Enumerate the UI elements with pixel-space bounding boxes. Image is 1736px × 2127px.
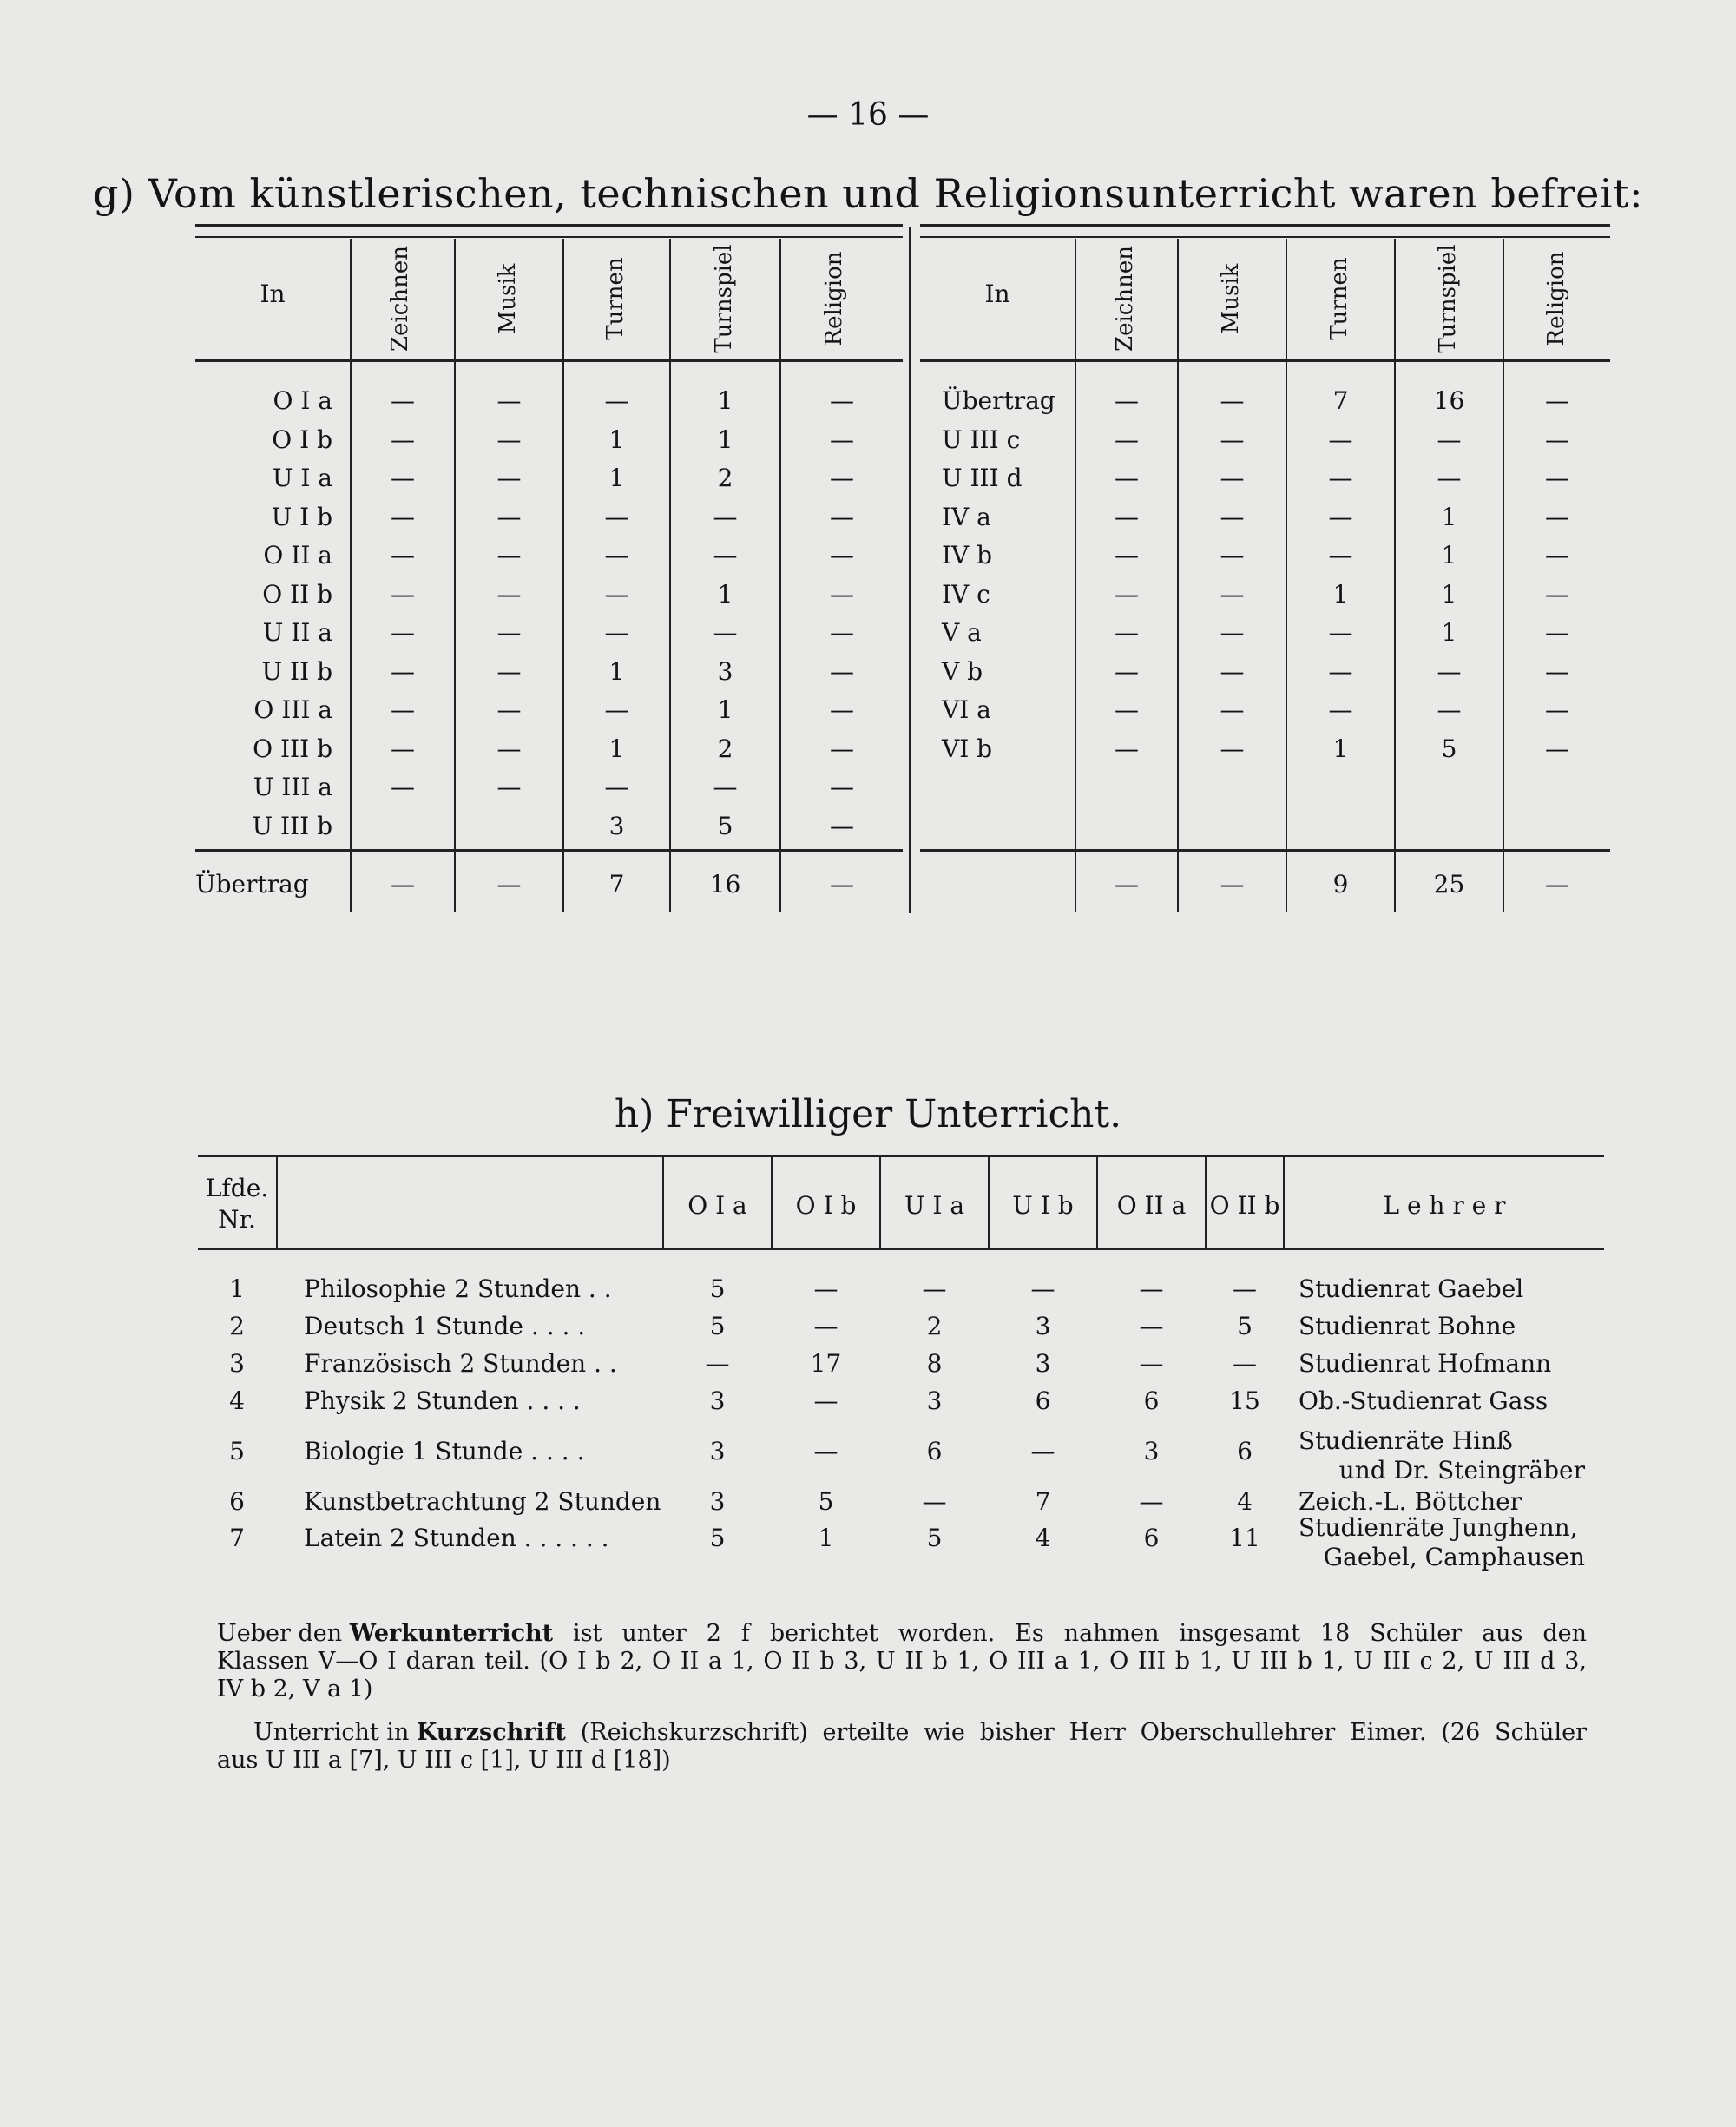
row-uia-count: 2 xyxy=(926,1312,943,1340)
left-row-class-label: U II a xyxy=(262,618,332,647)
left-row-class-label: U II b xyxy=(261,656,332,686)
row-oib-count: 17 xyxy=(810,1349,842,1378)
werk-note-line1 xyxy=(217,1620,1587,1647)
table-g-top-rule-right xyxy=(920,224,1610,227)
left-row-turnspiel-value: — xyxy=(713,773,738,801)
right-row-class-label: V a xyxy=(942,618,982,647)
row-number: 2 xyxy=(229,1312,245,1340)
kurz-note-line2: aus U III a [7], U III c [1], U III d [18]) xyxy=(217,1747,671,1774)
row-number: 3 xyxy=(229,1349,245,1378)
row-oia-count: 5 xyxy=(709,1524,726,1552)
header-religion: Religion xyxy=(821,251,847,346)
left-row-turnspiel-value: 2 xyxy=(717,734,733,763)
left-row-religion-value: — xyxy=(830,618,854,647)
table-g-col-divider xyxy=(1075,239,1076,912)
left-row-zeichnen-value: — xyxy=(391,656,415,686)
row-oib-count: — xyxy=(813,1274,838,1303)
right-row-musik-value: — xyxy=(1220,425,1245,454)
right-row-class-label: U III d xyxy=(942,464,1023,492)
left-row-class-label: O III b xyxy=(253,734,332,763)
right-row-musik-value: — xyxy=(1220,579,1245,609)
left-row-turnen-value: — xyxy=(604,695,629,724)
right-row-religion-value: — xyxy=(1545,541,1569,570)
werk-note-keyword: Werkunterricht xyxy=(349,1620,554,1647)
left-row-religion-value: — xyxy=(830,773,854,801)
right-row-religion-value: — xyxy=(1545,425,1569,454)
left-row-turnen-value: — xyxy=(604,579,629,609)
left-total-zeichnen: — xyxy=(391,870,415,899)
row-subject: Physik 2 Stunden . . . . xyxy=(304,1386,581,1415)
left-row-class-label: O II b xyxy=(262,579,332,609)
header-oia: O I a xyxy=(687,1191,747,1220)
right-row-turnspiel-value: — xyxy=(1437,656,1462,686)
right-row-turnen-value: — xyxy=(1328,541,1353,570)
table-g-sum-rule-right xyxy=(920,849,1610,852)
right-row-zeichnen-value: — xyxy=(1115,695,1139,724)
left-row-zeichnen-value: — xyxy=(391,734,415,763)
row-uib-count: — xyxy=(1030,1437,1055,1465)
right-row-religion-value: — xyxy=(1545,695,1569,724)
section-g-title: g) Vom künstlerischen, technischen und Religionsunterricht waren befreit: xyxy=(93,170,1643,217)
right-row-zeichnen-value: — xyxy=(1115,464,1139,492)
header-turnen: Turnen xyxy=(1326,257,1352,340)
row-subject: Kunstbetrachtung 2 Stunden xyxy=(304,1487,661,1516)
row-oia-count: 3 xyxy=(709,1437,726,1465)
right-row-turnspiel-value: — xyxy=(1437,425,1462,454)
right-row-religion-value: — xyxy=(1545,656,1569,686)
table-g-header-rule-left xyxy=(195,359,903,362)
left-row-musik-value: — xyxy=(496,502,522,531)
right-row-class-label: IV c xyxy=(942,579,990,609)
row-teacher: Studienrat Bohne xyxy=(1299,1312,1516,1340)
right-row-religion-value: — xyxy=(1545,734,1569,763)
right-row-class-label: VI b xyxy=(942,734,993,763)
left-row-turnspiel-value: 1 xyxy=(717,386,733,415)
header-zeichnen: Zeichnen xyxy=(1112,246,1138,352)
left-row-turnen-value: — xyxy=(604,502,629,531)
left-row-turnen-value: 1 xyxy=(608,425,625,454)
left-total-label: Übertrag xyxy=(195,870,309,899)
right-row-turnspiel-value: 1 xyxy=(1441,502,1457,531)
row-teacher: Ob.-Studienrat Gass xyxy=(1299,1386,1549,1415)
row-teacher: Zeich.-L. Böttcher xyxy=(1299,1487,1522,1516)
right-row-zeichnen-value: — xyxy=(1115,579,1139,609)
left-row-religion-value: — xyxy=(830,734,854,763)
right-row-class-label: IV b xyxy=(942,541,993,570)
left-total-religion: — xyxy=(830,870,854,899)
left-row-turnen-value: 1 xyxy=(608,464,625,492)
left-row-musik-value: — xyxy=(496,541,522,570)
row-oiia-count: — xyxy=(1139,1349,1164,1378)
table-g-sum-rule-left xyxy=(195,849,903,852)
right-row-zeichnen-value: — xyxy=(1115,425,1139,454)
right-row-turnen-value: — xyxy=(1328,656,1353,686)
row-uib-count: 3 xyxy=(1035,1312,1051,1340)
right-row-class-label: VI a xyxy=(942,695,991,724)
row-uib-count: 3 xyxy=(1035,1349,1051,1378)
row-uia-count: 6 xyxy=(926,1437,943,1465)
werk-note-prefix: Ueber den xyxy=(217,1620,350,1647)
left-row-zeichnen-value: — xyxy=(391,541,415,570)
right-row-turnen-value: — xyxy=(1328,502,1353,531)
row-oib-count: — xyxy=(813,1386,838,1415)
page-number: — 16 — xyxy=(806,97,930,133)
left-row-musik-value: — xyxy=(496,695,522,724)
left-row-class-label: U I a xyxy=(272,464,332,492)
left-row-musik-value: — xyxy=(496,579,522,609)
right-row-musik-value: — xyxy=(1220,386,1245,415)
header-in: In xyxy=(984,280,1010,308)
left-row-turnen-value: — xyxy=(604,773,629,801)
row-oia-count: — xyxy=(705,1349,730,1378)
left-row-religion-value: — xyxy=(830,541,854,570)
header-oiib: O II b xyxy=(1209,1191,1280,1220)
left-row-zeichnen-value: — xyxy=(391,464,415,492)
row-teacher-line2: und Dr. Steingräber xyxy=(1338,1456,1585,1485)
right-row-musik-value: — xyxy=(1220,695,1245,724)
row-oiia-count: 3 xyxy=(1143,1437,1160,1465)
left-row-turnspiel-value: 1 xyxy=(717,695,733,724)
row-uia-count: — xyxy=(922,1274,947,1303)
table-h-header-rule xyxy=(198,1248,1604,1250)
row-number: 1 xyxy=(229,1274,245,1303)
row-oiia-count: 6 xyxy=(1143,1386,1160,1415)
right-row-zeichnen-value: — xyxy=(1115,618,1139,647)
row-teacher: Studienrat Gaebel xyxy=(1299,1274,1524,1303)
left-total-turnspiel: 16 xyxy=(709,870,741,899)
table-h-col-divider xyxy=(276,1157,278,1248)
row-subject: Latein 2 Stunden . . . . . . xyxy=(304,1524,609,1552)
row-oiib-count: 5 xyxy=(1237,1312,1253,1340)
right-row-turnspiel-value: — xyxy=(1437,464,1462,492)
row-uia-count: — xyxy=(922,1487,947,1516)
right-row-religion-value: — xyxy=(1545,464,1569,492)
table-g-col-divider xyxy=(350,239,352,912)
left-row-musik-value: — xyxy=(496,618,522,647)
left-row-religion-value: — xyxy=(830,579,854,609)
right-row-musik-value: — xyxy=(1220,502,1245,531)
table-g-col-divider xyxy=(1177,239,1179,912)
right-row-turnen-value: 7 xyxy=(1332,386,1349,415)
row-oiia-count: 6 xyxy=(1143,1524,1160,1552)
right-row-religion-value: — xyxy=(1545,618,1569,647)
row-uib-count: — xyxy=(1030,1274,1055,1303)
right-row-class-label: U III c xyxy=(942,425,1021,454)
header-in: In xyxy=(260,280,286,308)
table-g-top-rule2-left xyxy=(195,236,903,238)
row-oib-count: 5 xyxy=(818,1487,834,1516)
row-oiia-count: — xyxy=(1139,1487,1164,1516)
row-number: 4 xyxy=(229,1386,245,1415)
left-row-class-label: O II a xyxy=(263,541,332,570)
right-row-zeichnen-value: — xyxy=(1115,734,1139,763)
left-total-musik: — xyxy=(496,870,522,899)
row-oiib-count: — xyxy=(1233,1274,1257,1303)
row-oia-count: 3 xyxy=(709,1487,726,1516)
left-row-religion-value: — xyxy=(830,464,854,492)
header-religion: Religion xyxy=(1543,251,1569,346)
werk-note-rest: ist unter 2 f berichtet worden. Es nahmen insgesamt 18 Schüler aus den xyxy=(553,1620,1587,1647)
row-uib-count: 4 xyxy=(1035,1524,1051,1552)
right-row-musik-value: — xyxy=(1220,618,1245,647)
right-row-zeichnen-value: — xyxy=(1115,386,1139,415)
left-row-turnen-value: 1 xyxy=(608,656,625,686)
right-total-zeichnen: — xyxy=(1115,870,1139,899)
left-row-religion-value: — xyxy=(830,695,854,724)
header-oib: O I b xyxy=(795,1191,857,1220)
left-row-musik-value: — xyxy=(496,734,522,763)
table-h-top-rule xyxy=(198,1155,1604,1157)
row-oiib-count: 6 xyxy=(1237,1437,1253,1465)
left-row-zeichnen-value: — xyxy=(391,386,415,415)
header-musik: Musik xyxy=(495,263,521,334)
left-row-religion-value: — xyxy=(830,425,854,454)
left-row-zeichnen-value: — xyxy=(391,579,415,609)
right-row-turnspiel-value: 5 xyxy=(1441,734,1457,763)
left-row-musik-value: — xyxy=(496,425,522,454)
header-turnen: Turnen xyxy=(602,257,628,340)
table-g-top-rule-left xyxy=(195,224,903,227)
header-musik: Musik xyxy=(1218,263,1244,334)
row-number: 7 xyxy=(229,1524,245,1552)
left-row-class-label: O III a xyxy=(253,695,332,724)
kurz-note-line1 xyxy=(253,1719,1587,1746)
table-g-col-divider xyxy=(454,239,456,912)
left-row-class-label: U I b xyxy=(271,502,332,531)
kurz-note-prefix: Unterricht in xyxy=(253,1719,417,1746)
right-row-zeichnen-value: — xyxy=(1115,541,1139,570)
left-row-class-label: O I a xyxy=(273,386,332,415)
section-h-title: h) Freiwilliger Unterricht. xyxy=(614,1092,1122,1136)
right-row-turnen-value: — xyxy=(1328,695,1353,724)
table-g-center-divider xyxy=(909,227,911,913)
left-row-zeichnen-value: — xyxy=(391,502,415,531)
table-g-col-divider xyxy=(1286,239,1287,912)
right-total-religion: — xyxy=(1545,870,1569,899)
left-row-turnen-value: — xyxy=(604,541,629,570)
right-row-turnspiel-value: 1 xyxy=(1441,579,1457,609)
row-oib-count: — xyxy=(813,1437,838,1465)
left-row-musik-value: — xyxy=(496,464,522,492)
left-row-musik-value: — xyxy=(496,656,522,686)
right-row-turnspiel-value: 1 xyxy=(1441,541,1457,570)
row-oiib-count: — xyxy=(1233,1349,1257,1378)
right-row-turnspiel-value: 1 xyxy=(1441,618,1457,647)
right-row-class-label: Übertrag xyxy=(942,386,1055,415)
right-row-musik-value: — xyxy=(1220,541,1245,570)
row-oiib-count: 15 xyxy=(1229,1386,1260,1415)
header-zeichnen: Zeichnen xyxy=(387,246,413,352)
left-row-turnspiel-value: — xyxy=(713,541,738,570)
right-row-class-label: IV a xyxy=(942,502,991,531)
werk-note-line2: Klassen V—O I daran teil. (O I b 2, O II a 1, O II b 3, U II b 1, O III a 1, O III b 1, U III b 1, U III c 2, U III d 3, xyxy=(217,1648,1587,1675)
kurz-note-rest: (Reichskurzschrift) erteilte wie bisher Herr Oberschullehrer Eimer. (26 Schüler xyxy=(565,1719,1587,1746)
row-uia-count: 3 xyxy=(926,1386,943,1415)
row-oia-count: 5 xyxy=(709,1312,726,1340)
row-subject: Philosophie 2 Stunden . . xyxy=(304,1274,612,1303)
row-uia-count: 5 xyxy=(926,1524,943,1552)
row-oiib-count: 11 xyxy=(1229,1524,1260,1552)
left-row-zeichnen-value: — xyxy=(391,695,415,724)
left-row-turnspiel-value: 1 xyxy=(717,425,733,454)
right-row-religion-value: — xyxy=(1545,579,1569,609)
left-row-turnspiel-value: — xyxy=(713,502,738,531)
left-row-turnen-value: — xyxy=(604,386,629,415)
left-row-religion-value: — xyxy=(830,386,854,415)
table-g-col-divider xyxy=(1503,239,1504,912)
header-nr-line1: Lfde. xyxy=(205,1174,269,1202)
row-teacher-line1: Studienräte Hinß xyxy=(1299,1426,1513,1455)
right-row-religion-value: — xyxy=(1545,386,1569,415)
left-row-turnspiel-value: — xyxy=(713,618,738,647)
right-row-religion-value: — xyxy=(1545,502,1569,531)
row-oia-count: 5 xyxy=(709,1274,726,1303)
right-total-turnspiel: 25 xyxy=(1433,870,1465,899)
right-row-class-label: V b xyxy=(942,656,983,686)
header-nr-line2: Nr. xyxy=(218,1205,256,1234)
left-row-turnspiel-value: 3 xyxy=(717,656,733,686)
header-turnspiel: Turnspiel xyxy=(711,244,737,353)
kurz-note-keyword: Kurzschrift xyxy=(416,1719,566,1746)
left-row-religion-value: — xyxy=(830,502,854,531)
row-oib-count: 1 xyxy=(818,1524,834,1552)
right-row-musik-value: — xyxy=(1220,734,1245,763)
right-total-musik: — xyxy=(1220,870,1245,899)
left-row-zeichnen-value: — xyxy=(391,773,415,801)
right-row-turnspiel-value: — xyxy=(1437,695,1462,724)
right-row-musik-value: — xyxy=(1220,464,1245,492)
row-teacher-line1: Studienräte Junghenn, xyxy=(1299,1513,1578,1542)
header-lehrer: L e h r e r xyxy=(1383,1191,1506,1220)
left-row-religion-value: — xyxy=(830,656,854,686)
right-total-turnen: 9 xyxy=(1332,870,1349,899)
table-g-header-rule-right xyxy=(920,359,1610,362)
left-row-class-label: U III a xyxy=(253,773,332,801)
row-teacher: Studienrat Hofmann xyxy=(1299,1349,1552,1378)
left-row-musik-value: — xyxy=(496,386,522,415)
left-row-turnspiel-value: 1 xyxy=(717,579,733,609)
row-subject: Französisch 2 Stunden . . xyxy=(304,1349,617,1378)
left-row-musik-value: — xyxy=(496,773,522,801)
row-oiia-count: — xyxy=(1139,1274,1164,1303)
row-oib-count: — xyxy=(813,1312,838,1340)
right-row-turnen-value: — xyxy=(1328,425,1353,454)
left-row-religion-value: — xyxy=(830,811,854,840)
row-oia-count: 3 xyxy=(709,1386,726,1415)
left-total-turnen: 7 xyxy=(608,870,625,899)
left-row-class-label: U III b xyxy=(252,811,332,840)
header-uib: U I b xyxy=(1012,1191,1074,1220)
table-g-top-rule2-right xyxy=(920,236,1610,238)
left-row-zeichnen-value: — xyxy=(391,425,415,454)
table-g-col-divider xyxy=(1394,239,1396,912)
left-row-turnspiel-value: 5 xyxy=(717,811,733,840)
left-row-turnspiel-value: 2 xyxy=(717,464,733,492)
left-row-class-label: O I b xyxy=(272,425,332,454)
row-number: 5 xyxy=(229,1437,245,1465)
left-row-turnen-value: — xyxy=(604,618,629,647)
row-subject: Deutsch 1 Stunde . . . . xyxy=(304,1312,586,1340)
header-oiia: O II a xyxy=(1116,1191,1187,1220)
header-turnspiel: Turnspiel xyxy=(1435,244,1461,353)
row-oiib-count: 4 xyxy=(1237,1487,1253,1516)
right-row-turnen-value: 1 xyxy=(1332,734,1349,763)
left-row-turnen-value: 1 xyxy=(608,734,625,763)
right-row-musik-value: — xyxy=(1220,656,1245,686)
right-row-turnspiel-value: 16 xyxy=(1433,386,1465,415)
row-number: 6 xyxy=(229,1487,245,1516)
row-teacher-line2: Gaebel, Camphausen xyxy=(1323,1543,1585,1571)
left-row-zeichnen-value: — xyxy=(391,618,415,647)
left-row-turnen-value: 3 xyxy=(608,811,625,840)
row-oiia-count: — xyxy=(1139,1312,1164,1340)
header-uia: U I a xyxy=(904,1191,965,1220)
right-row-turnen-value: — xyxy=(1328,618,1353,647)
right-row-zeichnen-value: — xyxy=(1115,656,1139,686)
right-row-turnen-value: 1 xyxy=(1332,579,1349,609)
row-uia-count: 8 xyxy=(926,1349,943,1378)
werk-note-line3: IV b 2, V a 1) xyxy=(217,1676,373,1702)
right-row-zeichnen-value: — xyxy=(1115,502,1139,531)
row-uib-count: 6 xyxy=(1035,1386,1051,1415)
row-uib-count: 7 xyxy=(1035,1487,1051,1516)
row-subject: Biologie 1 Stunde . . . . xyxy=(304,1437,585,1465)
right-row-turnen-value: — xyxy=(1328,464,1353,492)
